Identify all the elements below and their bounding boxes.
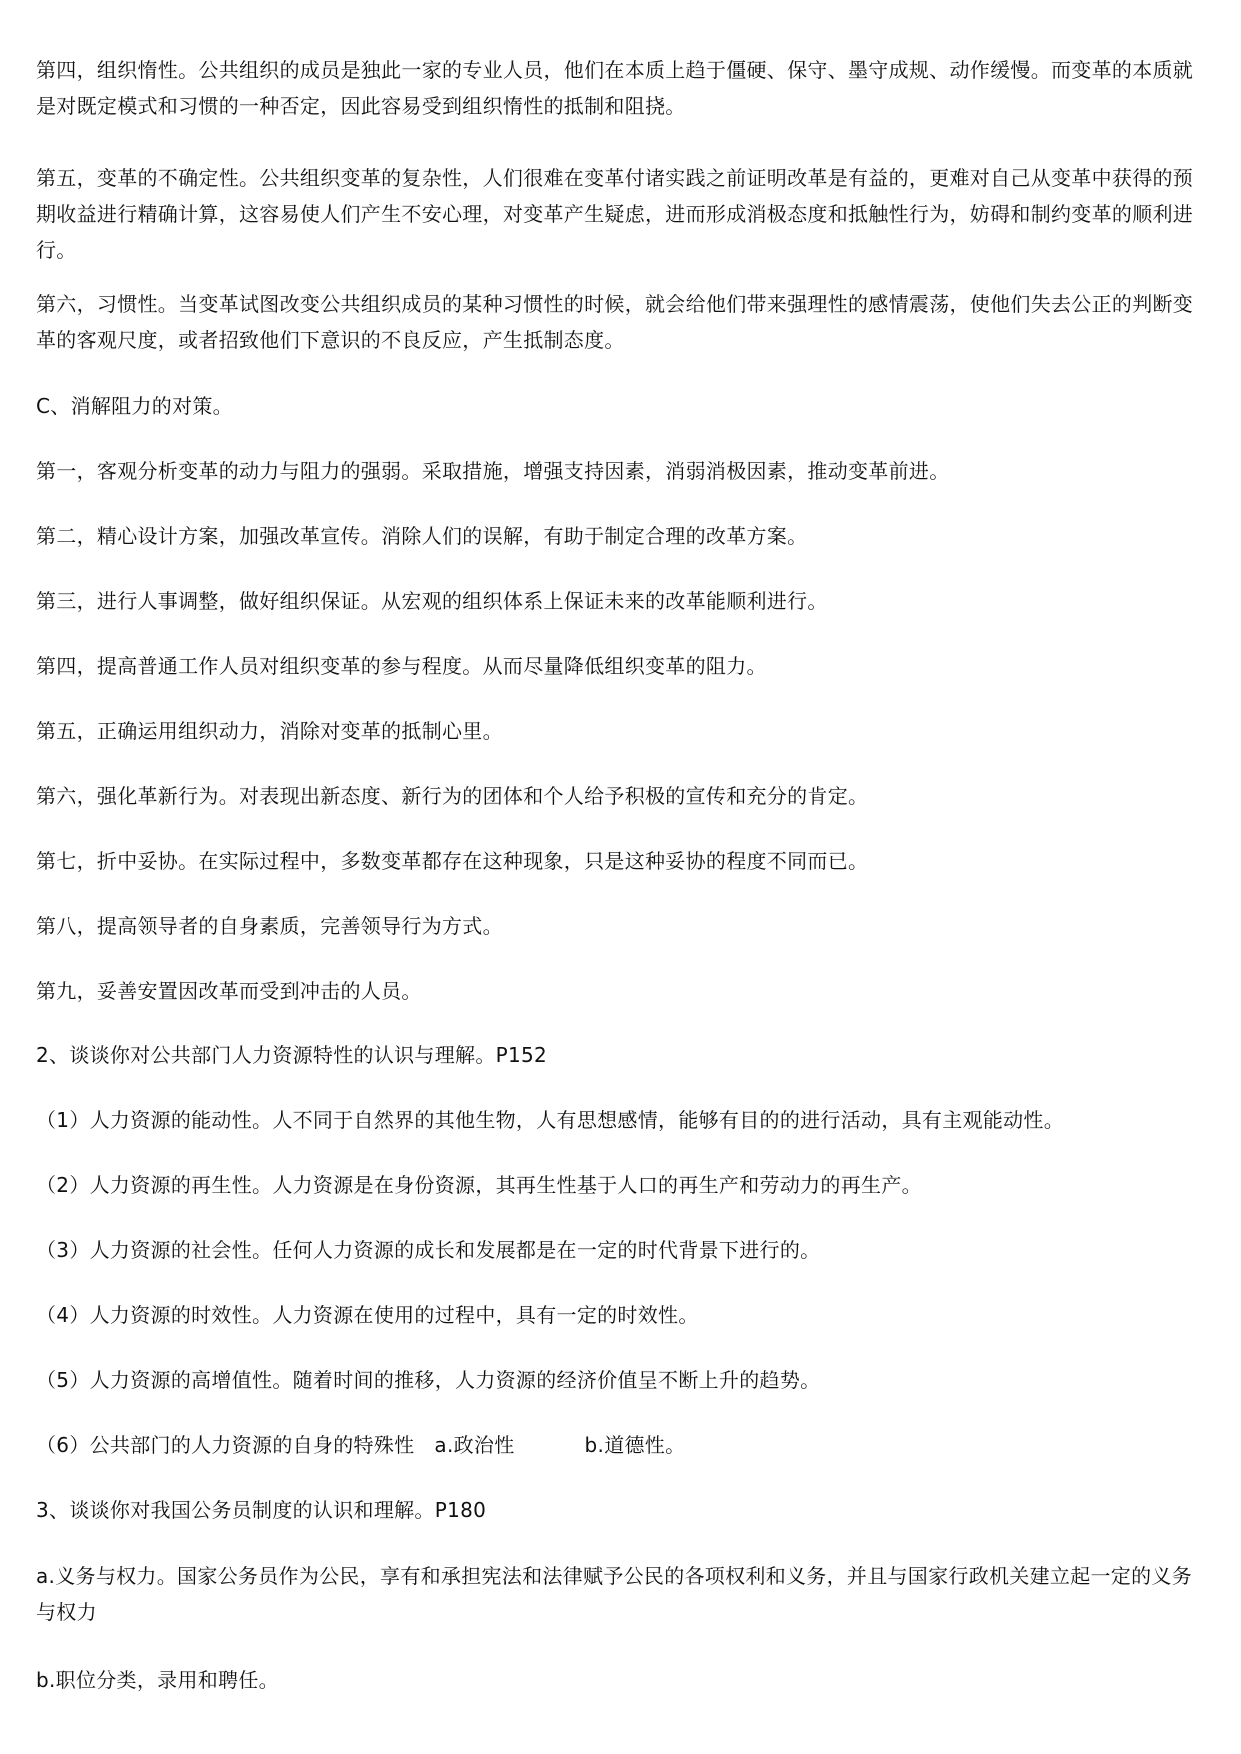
paragraph-organizational-inertia: 第四，组织惰性。公共组织的成员是独此一家的专业人员，他们在本质上趋于僵硬、保守、墨守成规、动作缓慢。而变革的本质就是对既定模式和习惯的一种否定，因此容易受到组织惰性的抵制和阻挠。	[36, 58, 1194, 118]
civil-servant-item-a: a.义务与权力。国家公务员作为公民，享有和承担宪法和法律赋予公民的各项权利和义务，并且与国家行政机关建立起一定的义务与权力	[36, 1564, 1193, 1624]
hr-trait-6-lead: （6）公共部门的人力资源的自身的特殊性	[36, 1433, 415, 1457]
measure-item-1: 第一，客观分析变革的动力与阻力的强弱。采取措施，增强支持因素，消弱消极因素，推动变革前进。	[36, 459, 950, 483]
paragraph-habit: 第六，习惯性。当变革试图改变公共组织成员的某种习惯性的时候，就会给他们带来强理性的感情震荡，使他们失去公正的判断变革的客观尺度，或者招致他们下意识的不良反应，产生抵制态度。	[36, 292, 1194, 352]
hr-trait-4: （4）人力资源的时效性。人力资源在使用的过程中，具有一定的时效性。	[36, 1303, 699, 1327]
measure-item-2: 第二，精心设计方案，加强改革宣传。消除人们的误解，有助于制定合理的改革方案。	[36, 524, 808, 548]
measure-item-8: 第八，提高领导者的自身素质，完善领导行为方式。	[36, 914, 503, 938]
hr-trait-6	[36, 1427, 1206, 1463]
measure-item-7: 第七，折中妥协。在实际过程中，多数变革都存在这种现象，只是这种妥协的程度不同而已。	[36, 849, 869, 873]
hr-trait-5: （5）人力资源的高增值性。随着时间的推移，人力资源的经济价值呈不断上升的趋势。	[36, 1368, 821, 1392]
measure-item-3: 第三，进行人事调整，做好组织保证。从宏观的组织体系上保证未来的改革能顺利进行。	[36, 589, 828, 613]
question-2-heading: 2、谈谈你对公共部门人力资源特性的认识与理解。P152	[36, 1043, 548, 1067]
section-heading-c: C、消解阻力的对策。	[36, 394, 233, 418]
hr-trait-2: （2）人力资源的再生性。人力资源是在身份资源，其再生性基于人口的再生产和劳动力的再生产。	[36, 1173, 922, 1197]
measure-item-9: 第九，妥善安置因改革而受到冲击的人员。	[36, 979, 422, 1003]
hr-trait-6-b: b.道德性。	[584, 1433, 686, 1457]
hr-trait-3: （3）人力资源的社会性。任何人力资源的成长和发展都是在一定的时代背景下进行的。	[36, 1238, 821, 1262]
question-3-heading: 3、谈谈你对我国公务员制度的认识和理解。P180	[36, 1498, 487, 1522]
paragraph-uncertainty: 第五，变革的不确定性。公共组织变革的复杂性，人们很难在变革付诸实践之前证明改革是有益的，更难对自己从变革中获得的预期收益进行精确计算，这容易使人们产生不安心理，对变革产生疑虑，进而形成消极态度和抵触性行为，妨碍和制约变革的顺利进行。	[36, 166, 1194, 262]
measure-item-6: 第六，强化革新行为。对表现出新态度、新行为的团体和个人给予积极的宣传和充分的肯定。	[36, 784, 869, 808]
measure-item-5: 第五，正确运用组织动力，消除对变革的抵制心里。	[36, 719, 503, 743]
civil-servant-item-b: b.职位分类，录用和聘任。	[36, 1668, 279, 1692]
hr-trait-1: （1）人力资源的能动性。人不同于自然界的其他生物，人有思想感情，能够有目的的进行活动，具有主观能动性。	[36, 1108, 1065, 1132]
hr-trait-6-a: a.政治性	[434, 1433, 515, 1457]
measure-item-4: 第四，提高普通工作人员对组织变革的参与程度。从而尽量降低组织变革的阻力。	[36, 654, 767, 678]
